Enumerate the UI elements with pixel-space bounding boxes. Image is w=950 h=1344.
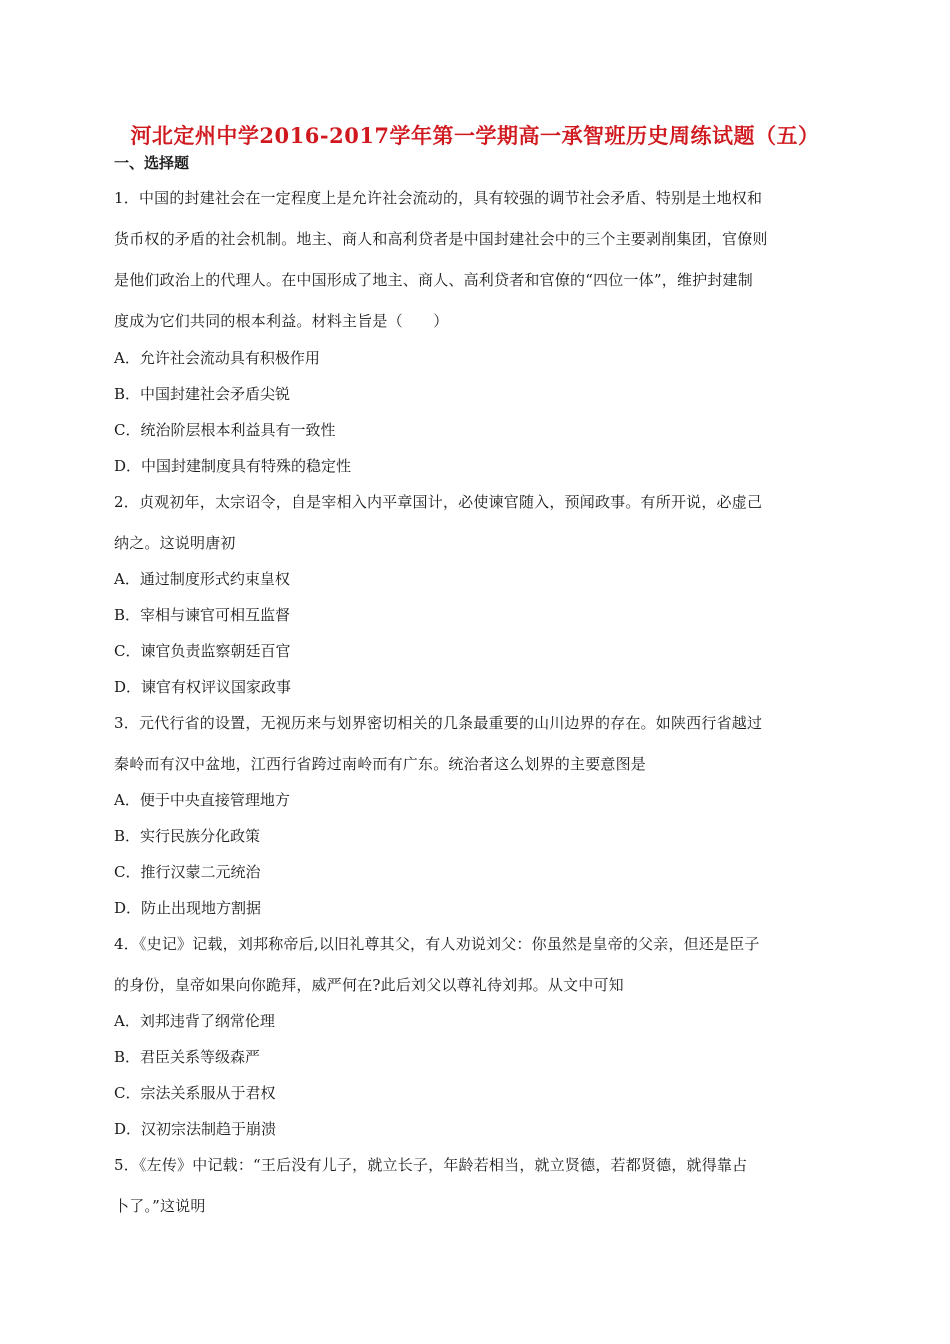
question-2-line-1: 2．贞观初年，太宗诏令，自是宰相入内平章国计，必使谏官随入，预闻政事。有所开说，必虚己: [114, 493, 763, 511]
question-2-line-2: 纳之。这说明唐初: [114, 534, 236, 552]
question-1-option-b: B．中国封建社会矛盾尖锐: [114, 385, 291, 403]
question-3-line-2: 秦岭而有汉中盆地，江西行省跨过南岭而有广东。统治者这么划界的主要意图是: [114, 755, 647, 773]
question-5-line-2: 卜了。”这说明: [114, 1197, 206, 1215]
question-4-option-d: D．汉初宗法制趋于崩溃: [114, 1120, 277, 1138]
question-1-line-2: 货币权的矛盾的社会机制。地主、商人和高利贷者是中国封建社会中的三个主要剥削集团，官僚则: [114, 230, 768, 248]
question-3-line-1: 3．元代行省的设置，无视历来与划界密切相关的几条最重要的山川边界的存在。如陕西行省越过: [114, 714, 763, 732]
question-1-option-c: C．统治阶层根本利益具有一致性: [114, 421, 336, 439]
question-2-option-b: B．宰相与谏官可相互监督: [114, 606, 291, 624]
question-2-option-a: A．通过制度形式约束皇权: [114, 570, 290, 588]
question-3-option-c: C．推行汉蒙二元统治: [114, 863, 261, 881]
question-1-option-a: A．允许社会流动具有积极作用: [114, 349, 320, 367]
question-5-line-1: 5．《左传》中记载：“王后没有儿子，就立长子，年龄若相当，就立贤德，若都贤德，就得靠占: [114, 1156, 748, 1174]
question-4-option-a: A．刘邦违背了纲常伦理: [114, 1012, 275, 1030]
page-title: 河北定州中学2016-2017学年第一学期高一承智班历史周练试题（五）: [130, 123, 820, 148]
question-1-line-4: 度成为它们共同的根本利益。材料主旨是（ ）: [114, 312, 449, 330]
question-4-line-2: 的身份，皇帝如果向你跪拜，威严何在?此后刘父以尊礼待刘邦。从文中可知: [114, 976, 624, 994]
question-4-option-c: C．宗法关系服从于君权: [114, 1084, 276, 1102]
question-3-option-d: D．防止出现地方割据: [114, 899, 262, 917]
section-heading: 一、选择题: [114, 154, 190, 172]
question-4-line-1: 4．《史记》记载，刘邦称帝后,以旧礼尊其父，有人劝说刘父：你虽然是皇帝的父亲，但还是臣子: [114, 935, 760, 953]
question-2-option-c: C．谏官负责监察朝廷百官: [114, 642, 291, 660]
question-1-line-3: 是他们政治上的代理人。在中国形成了地主、商人、高利贷者和官僚的“四位一体”，维护封建制: [114, 271, 753, 289]
question-3-option-a: A．便于中央直接管理地方: [114, 791, 290, 809]
question-3-option-b: B．实行民族分化政策: [114, 827, 261, 845]
question-2-option-d: D．谏官有权评议国家政事: [114, 678, 292, 696]
question-4-option-b: B．君臣关系等级森严: [114, 1048, 261, 1066]
question-1-option-d: D．中国封建制度具有特殊的稳定性: [114, 457, 352, 475]
question-1-line-1: 1．中国的封建社会在一定程度上是允许社会流动的，具有较强的调节社会矛盾、特别是土地权和: [114, 189, 763, 207]
